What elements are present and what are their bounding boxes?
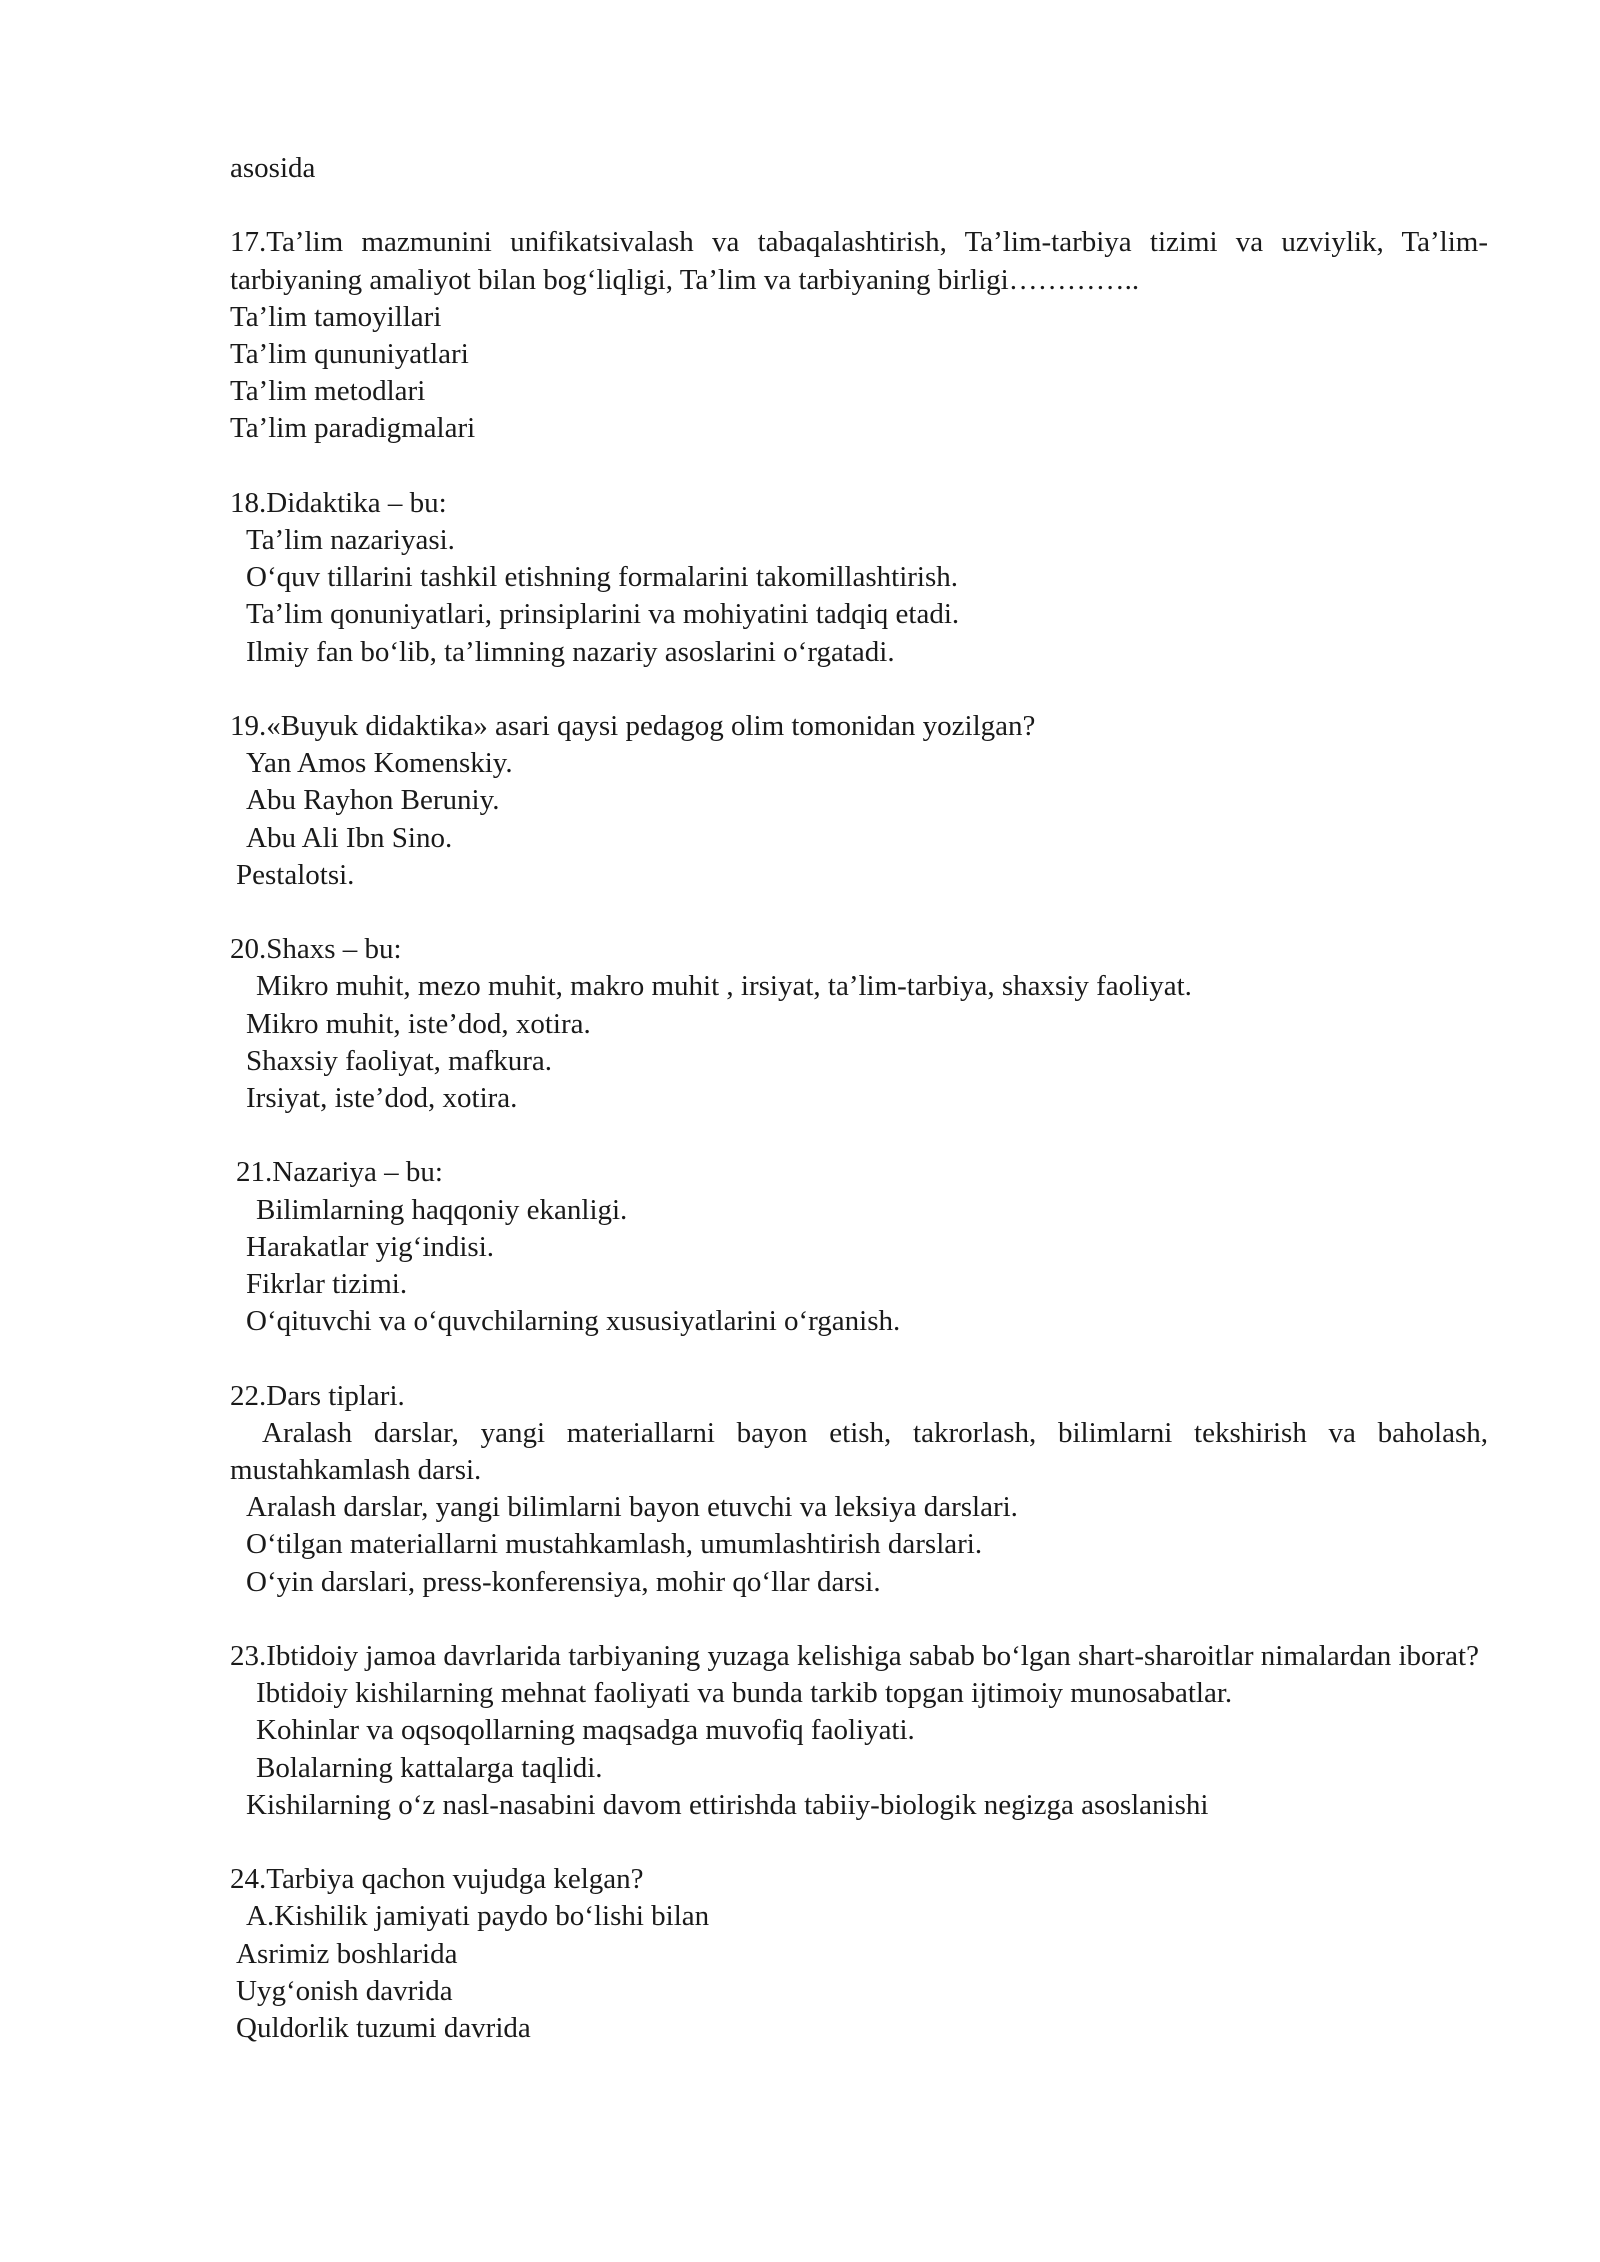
question-22 [230,1378,1488,1601]
question-text: 17.Ta’lim mazmunini unifikatsivalash va tabaqalashtirish, Ta’lim-tarbiya tizimi va uzviylik, Ta’lim-tarbiyaning amaliyot bilan bog‘liqligi, Ta’lim va tarbiyaning birligi………….. [230,226,1488,296]
question-20 [230,931,1488,1117]
answer-option: Ta’lim metodlari [230,375,426,408]
answer-option: O‘qituvchi va o‘quvchilarning xususiyatlarini o‘rganish. [246,1305,901,1338]
question-text: 21.Nazariya – bu: [236,1156,443,1189]
answer-option: O‘quv tillarini tashkil etishning formalarini takomillashtirish. [246,561,959,594]
question-text: 18.Didaktika – bu: [230,486,447,519]
page-top-fragment: asosida [230,152,316,184]
answer-option: Aralash darslar, yangi materiallarni bayon etish, takrorlash, bilimlarni tekshirish va baholash, mustahkamlash darsi. [230,1416,1488,1487]
answer-option: Shaxsiy faoliyat, mafkura. [246,1044,553,1077]
answer-option: Abu Rayhon Beruniy. [246,784,500,817]
question-24 [230,1861,1488,2047]
spacer [230,671,1488,708]
answer-option: Uyg‘onish davrida [236,1974,453,2007]
spacer [230,1824,1488,1861]
spacer [230,187,1488,224]
answer-option: A.Kishilik jamiyati paydo bo‘lishi bilan [246,1900,710,1933]
answer-option: Ta’lim paradigmalari [230,412,476,445]
spacer [230,1340,1488,1377]
question-text: 22.Dars tiplari. [230,1379,405,1412]
answer-option: Fikrlar tizimi. [246,1268,408,1301]
answer-option: O‘yin darslari, press-konferensiya, mohir qo‘llar darsi. [246,1565,881,1598]
question-23 [230,1638,1488,1824]
answer-option: Bolalarning kattalarga taqlidi. [256,1751,603,1784]
answer-option: Irsiyat, iste’dod, xotira. [246,1082,518,1115]
answer-option: Kishilarning o‘z nasl-nasabini davom ettirishda tabiiy-biologik negizga asoslanishi [246,1788,1209,1821]
question-21 [230,1154,1488,1340]
answer-option: Ilmiy fan bo‘lib, ta’limning nazariy asoslarini o‘rgatadi. [246,635,895,668]
question-text: 19.«Buyuk didaktika» asari qaysi pedagog olim tomonidan yozilgan? [230,710,1036,742]
answer-option: Kohinlar va oqsoqollarning maqsadga muvofiq faoliyati. [256,1714,915,1747]
question-18 [230,485,1488,671]
answer-option: Ta’lim qonuniyatlari, prinsiplarini va mohiyatini tadqiq etadi. [246,598,960,631]
question-text: 23.Ibtidoiy jamoa davrlarida tarbiyaning yuzaga kelishiga sabab bo‘lgan shart-sharoitlar nimalardan iborat? [230,1640,1479,1673]
answer-option: Bilimlarning haqqoniy ekanligi. [256,1193,628,1226]
answer-option: Abu Ali Ibn Sino. [246,821,453,854]
spacer [230,448,1488,485]
question-17 [230,224,1488,447]
answer-option: Ta’lim qununiyatlari [230,338,469,370]
answer-option: Mikro muhit, mezo muhit, makro muhit , irsiyat, ta’lim-tarbiya, shaxsiy faoliyat. [256,970,1192,1003]
question-text: 20.Shaxs – bu: [230,933,402,966]
answer-option: Aralash darslar, yangi bilimlarni bayon etuvchi va leksiya darslari. [246,1491,1018,1524]
answer-option: Ibtidoiy kishilarning mehnat faoliyati va bunda tarkib topgan ijtimoiy munosabatlar. [256,1677,1233,1710]
spacer [230,1117,1488,1154]
answer-option: Quldorlik tuzumi davrida [236,2012,531,2045]
answer-option: Asrimiz boshlarida [236,1937,458,1970]
answer-option: O‘tilgan materiallarni mustahkamlash, umumlashtirish darslari. [246,1528,983,1561]
answer-option: Yan Amos Komenskiy. [246,747,513,780]
spacer [230,1601,1488,1638]
answer-option: Ta’lim tamoyillari [230,300,442,333]
document-body [230,150,1488,2047]
question-19 [230,708,1488,894]
answer-option: Ta’lim nazariyasi. [246,524,455,556]
answer-option: Harakatlar yig‘indisi. [246,1230,495,1263]
answer-option: Pestalotsi. [236,858,355,891]
question-text: 24.Tarbiya qachon vujudga kelgan? [230,1863,644,1896]
spacer [230,894,1488,931]
answer-option: Mikro muhit, iste’dod, xotira. [246,1007,591,1040]
